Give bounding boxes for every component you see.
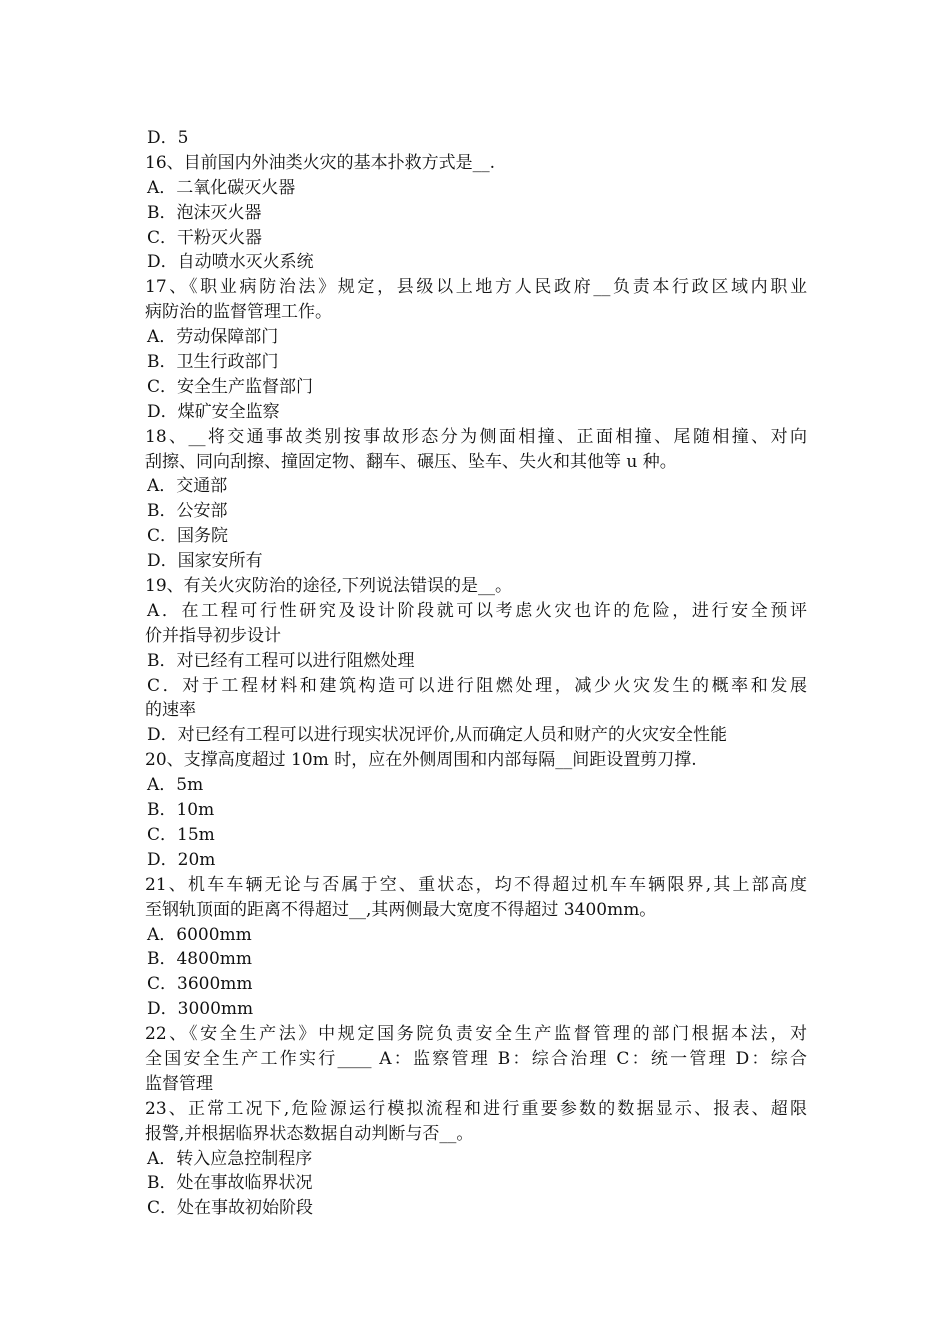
answer-option-line: D．5 (147, 128, 189, 148)
answer-option-line: B．公安部 (147, 501, 228, 522)
question-text-line: 18、__将交通事故类别按事故形态分为侧面相撞、正面相撞、尾随相撞、对向 (145, 426, 807, 447)
answer-option-line: A．转入应急控制程序 (147, 1148, 313, 1169)
answer-option-line: B．对已经有工程可以进行阻燃处理 (147, 650, 415, 671)
answer-option-line: C．干粉灭火器 (147, 227, 263, 248)
question-text-line: 23、正常工况下,危险源运行模拟流程和进行重要参数的数据显示、报表、超限 (145, 1098, 807, 1119)
question-text-line: 的速率 (145, 700, 196, 721)
answer-option-line: A．在工程可行性研究及设计阶段就可以考虑火灾也许的危险，进行安全预评 (147, 600, 807, 621)
question-text-line: 监督管理 (145, 1073, 213, 1094)
answer-option-line: C．处在事故初始阶段 (147, 1198, 314, 1219)
question-text-line: 21、机车车辆无论与否属于空、重状态，均不得超过机车车辆限界,其上部高度 (145, 874, 807, 895)
answer-option-line: D．20m (147, 849, 216, 870)
question-text-line: 17、《职业病防治法》规定，县级以上地方人民政府__负责本行政区域内职业 (145, 277, 807, 298)
document-body (145, 126, 807, 1221)
answer-option-line: A．劳动保障部门 (147, 327, 279, 348)
question-text-line: 16、目前国内外油类火灾的基本扑救方式是__. (145, 152, 496, 173)
answer-option-line: D．自动喷水灭火系统 (147, 252, 314, 273)
answer-option-line: D．对已经有工程可以进行现实状况评价,从而确定人员和财产的火灾安全性能 (147, 725, 728, 746)
answer-option-line: A．二氧化碳灭火器 (147, 177, 296, 198)
answer-option-line: A．交通部 (147, 476, 228, 497)
answer-option-line: D．3000mm (147, 999, 254, 1020)
answer-option-line: B．4800mm (147, 949, 252, 970)
answer-option-line: C．国务院 (147, 526, 229, 547)
answer-option-line: A．6000mm (147, 924, 252, 945)
answer-option-line: B．处在事故临界状况 (147, 1173, 313, 1194)
answer-option-line: D．煤矿安全监察 (147, 401, 280, 422)
question-text-line: 价并指导初步设计 (145, 625, 281, 646)
question-text-line: 报警,并根据临界状态数据自动判断与否__。 (145, 1123, 474, 1144)
answer-option-line: B．10m (147, 800, 215, 821)
question-text-line: 22、《安全生产法》中规定国务院负责安全生产监督管理的部门根据本法，对 (145, 1024, 807, 1045)
answer-option-line: C．对于工程材料和建筑构造可以进行阻燃处理，减少火灾发生的概率和发展 (147, 675, 807, 696)
question-text-line: 病防治的监督管理工作。 (145, 302, 332, 323)
question-text-line: 19、有关火灾防治的途径,下列说法错误的是__。 (145, 576, 513, 597)
answer-option-line: C．15m (147, 824, 215, 845)
answer-option-line: A．5m (147, 775, 204, 796)
answer-option-line: C．3600mm (147, 974, 253, 995)
question-text-line: 至钢轨顶面的距离不得超过__,其两侧最大宽度不得超过 3400mm。 (145, 899, 657, 920)
answer-option-line: C．安全生产监督部门 (147, 376, 314, 397)
question-text-line: 20、支撑高度超过 10m 时，应在外侧周围和内部每隔__间距设置剪刀撑. (145, 750, 697, 771)
answer-option-line: B．泡沫灭火器 (147, 202, 262, 223)
question-text-line: 全国安全生产工作实行____ A：监察管理 B：综合治理 C：统一管理 D：综合 (145, 1048, 807, 1069)
question-text-line: 刮擦、同向刮擦、撞固定物、翻车、碾压、坠车、失火和其他等 u 种。 (145, 451, 677, 472)
answer-option-line: B．卫生行政部门 (147, 352, 279, 373)
answer-option-line: D．国家安所有 (147, 551, 263, 572)
